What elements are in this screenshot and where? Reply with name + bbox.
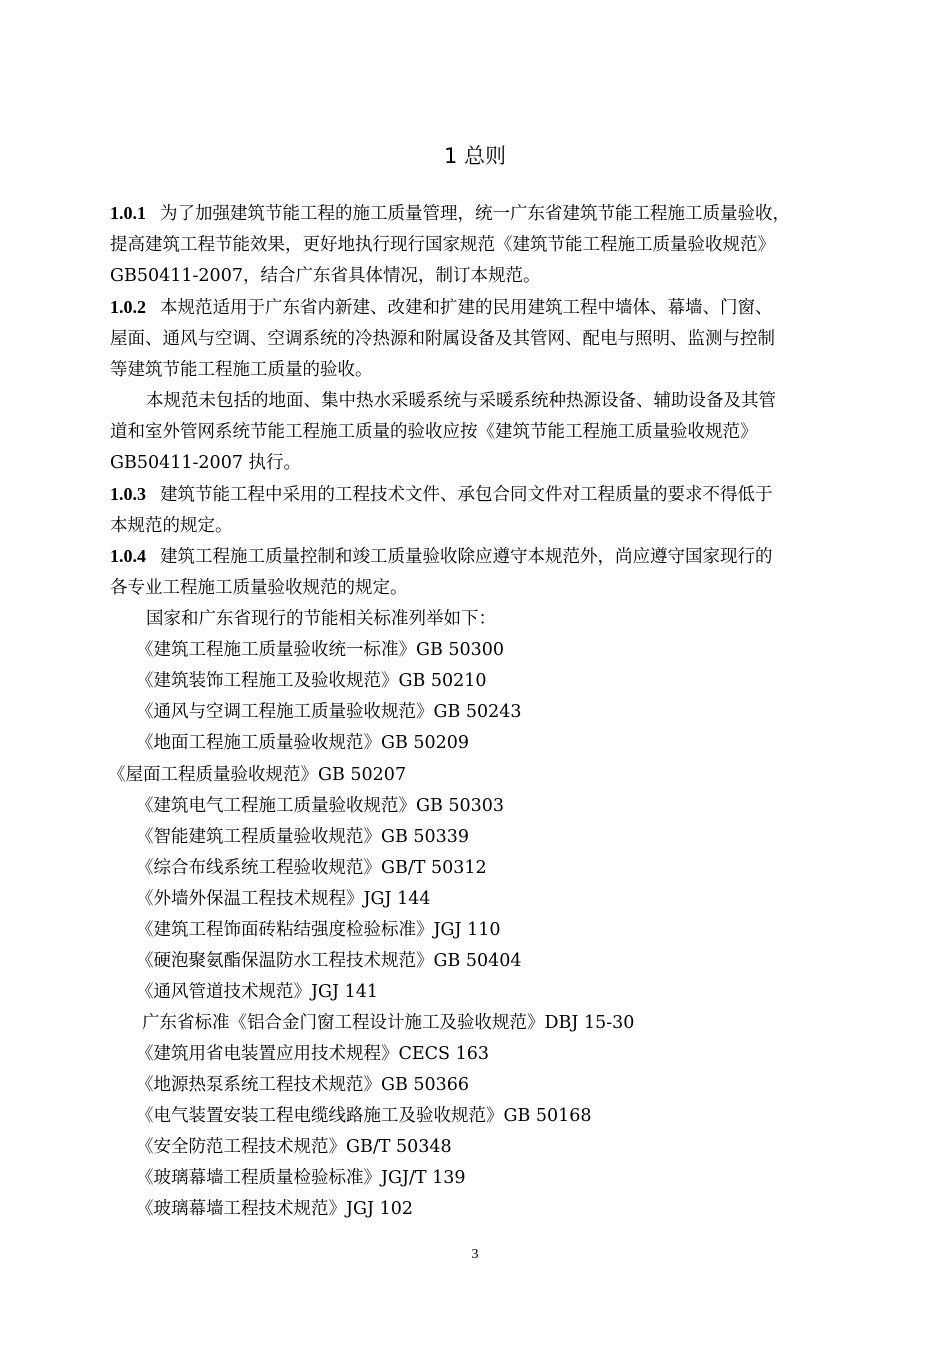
standard-item: 《建筑工程施工质量验收统一标准》GB 50300 — [136, 640, 505, 660]
paragraph-line-3: GB50411-2007 执行。 — [110, 453, 302, 473]
standard-item: 《硬泡聚氨酯保温防水工程技术规范》GB 50404 — [136, 951, 522, 971]
clause-number: 1.0.3 — [110, 484, 146, 504]
clause-1-0-3-line-1 — [110, 481, 773, 506]
standard-item: 《通风与空调工程施工质量验收规范》GB 50243 — [136, 702, 522, 722]
standard-item: 《屋面工程质量验收规范》GB 50207 — [108, 765, 407, 785]
clause-number: 1.0.4 — [110, 546, 146, 566]
clause-number: 1.0.1 — [110, 203, 146, 223]
standards-intro: 国家和广东省现行的节能相关标准列举如下： — [146, 609, 496, 629]
standard-item: 《外墙外保温工程技术规程》JGJ 144 — [136, 889, 431, 909]
clause-1-0-3-line-2: 本规范的规定。 — [110, 516, 233, 536]
clause-number: 1.0.2 — [110, 297, 146, 317]
paragraph-line-1: 本规范未包括的地面、集中热水采暖系统与采暖系统种热源设备、辅助设备及其管 — [146, 391, 776, 411]
standard-item: 《建筑用省电装置应用技术规程》CECS 163 — [136, 1044, 490, 1064]
clause-1-0-4-line-1 — [110, 543, 773, 568]
clause-text: 本规范适用于广东省内新建、改建和扩建的民用建筑工程中墙体、幕墙、门窗、 — [160, 298, 773, 318]
clause-1-0-2-line-1 — [110, 294, 773, 319]
standard-item: 《安全防范工程技术规范》GB/T 50348 — [136, 1137, 452, 1157]
page-number: 3 — [471, 1247, 479, 1262]
clause-1-0-2-line-3: 等建筑节能工程施工质量的验收。 — [110, 360, 373, 380]
standard-item: 广东省标准《铝合金门窗工程设计施工及验收规范》DBJ 15-30 — [142, 1013, 635, 1033]
standard-item: 《地面工程施工质量验收规范》GB 50209 — [136, 733, 470, 753]
standard-item: 《建筑电气工程施工质量验收规范》GB 50303 — [136, 796, 505, 816]
standard-item: 《地源热泵系统工程技术规范》GB 50366 — [136, 1075, 470, 1095]
standard-item: 《建筑工程饰面砖粘结强度检验标准》JGJ 110 — [136, 920, 501, 940]
clause-1-0-2-line-2: 屋面、通风与空调、空调系统的冷热源和附属设备及其管网、配电与照明、监测与控制 — [110, 329, 775, 349]
clause-text: 建筑节能工程中采用的工程技术文件、承包合同文件对工程质量的要求不得低于 — [160, 485, 773, 505]
clause-1-0-1-line-3: GB50411-2007，结合广东省具体情况，制订本规范。 — [110, 266, 541, 286]
clause-1-0-1-line-1 — [110, 200, 790, 225]
paragraph-line-2: 道和室外管网系统节能工程施工质量的验收应按《建筑节能工程施工质量验收规范》 — [110, 422, 758, 442]
standard-item: 《智能建筑工程质量验收规范》GB 50339 — [136, 827, 470, 847]
standard-item: 《玻璃幕墙工程质量检验标准》JGJ/T 139 — [136, 1168, 466, 1188]
clause-text: 为了加强建筑节能工程的施工质量管理，统一广东省建筑节能工程施工质量验收， — [160, 204, 790, 224]
page-title: 1 总则 — [443, 144, 507, 168]
standard-item: 《玻璃幕墙工程技术规范》JGJ 102 — [136, 1199, 413, 1219]
clause-1-0-1-line-2: 提高建筑工程节能效果，更好地执行现行国家规范《建筑节能工程施工质量验收规范》 — [110, 235, 775, 255]
clause-1-0-4-line-2: 各专业工程施工质量验收规范的规定。 — [110, 578, 408, 598]
standard-item: 《建筑装饰工程施工及验收规范》GB 50210 — [136, 671, 487, 691]
clause-text: 建筑工程施工质量控制和竣工质量验收除应遵守本规范外，尚应遵守国家现行的 — [160, 547, 773, 567]
standard-item: 《电气装置安装工程电缆线路施工及验收规范》GB 50168 — [136, 1106, 592, 1126]
standard-item: 《通风管道技术规范》JGJ 141 — [136, 982, 378, 1002]
standard-item: 《综合布线系统工程验收规范》GB/T 50312 — [136, 858, 487, 878]
